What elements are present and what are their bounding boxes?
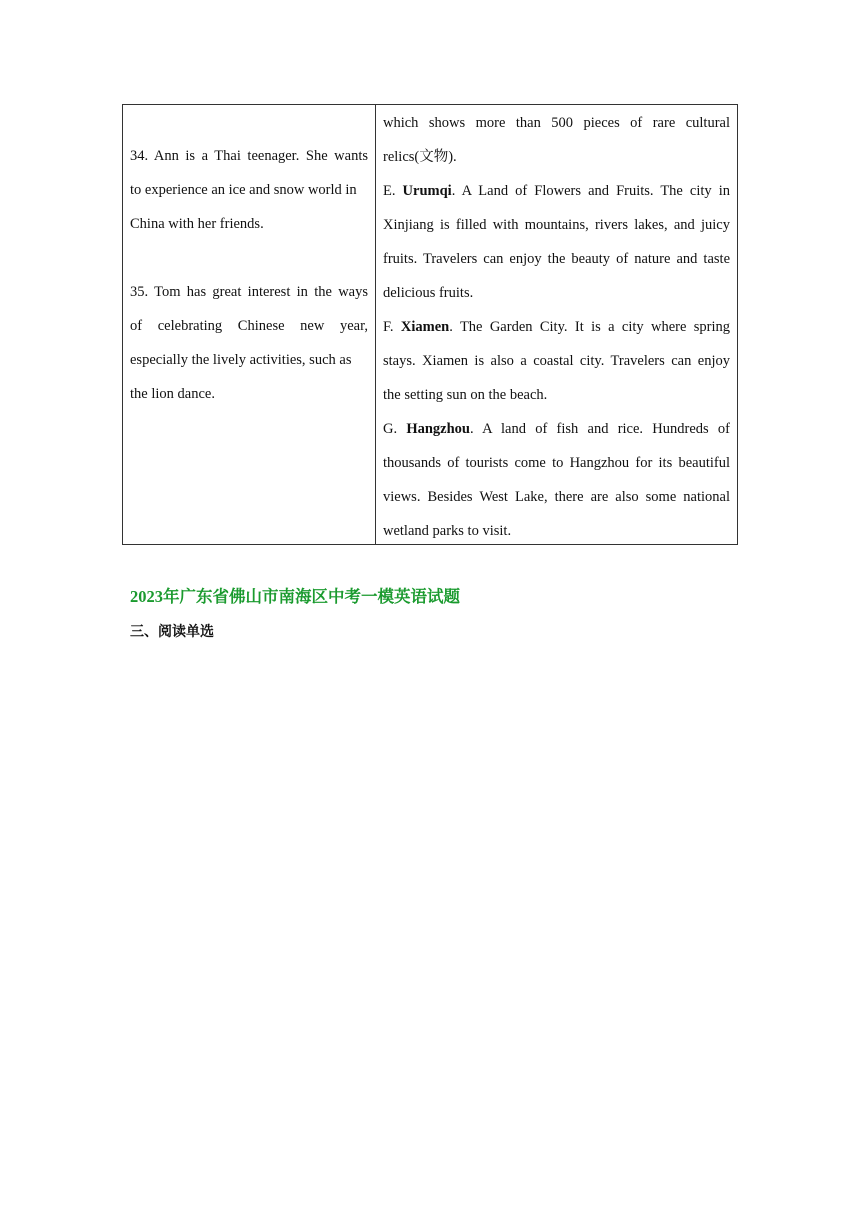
option-g-line: wetland parks to visit. [383,523,512,539]
option-g-line: views. Besides West Lake, there are also some national [383,489,730,505]
questions-column [123,105,376,544]
question-34-line: to experience an ice and snow world in [130,182,357,198]
option-e-line: delicious fruits. [383,285,474,301]
question-35 [130,275,368,411]
option-f-heading [383,310,730,344]
question-34-line: China with her friends. [130,216,264,232]
option-e-heading [383,174,730,208]
question-35-line: 35. Tom has great interest in the ways [130,284,368,300]
option-d-line: relics(文物). [383,149,457,165]
options-text [383,106,730,548]
section-title: 三、阅读单选 [130,624,214,640]
option-e-prefix: E. [383,183,403,199]
option-f-text: . The Garden City. It is a city where spring [449,319,731,335]
question-34 [130,139,368,241]
option-g-heading [383,412,730,446]
matching-table [122,104,738,545]
question-35-line: especially the lively activities, such as [130,352,352,368]
option-f-name: Xiamen [400,319,450,335]
question-34-line: 34. Ann is a Thai teenager. She wants [130,148,368,164]
option-g-prefix: G. [383,421,407,437]
option-g-line: thousands of tourists come to Hangzhou for its beautiful [383,455,730,471]
option-d-line: which shows more than 500 pieces of rare cultural [383,115,730,131]
option-f-prefix: F. [383,319,401,335]
option-e-text: . A Land of Flowers and Fruits. The city in [451,183,731,199]
option-e-line: Xinjiang is filled with mountains, rivers lakes, and juicy [383,217,730,233]
option-e-line: fruits. Travelers can enjoy the beauty of nature and taste [383,251,730,267]
exam-title: 2023年广东省佛山市南海区中考一模英语试题 [130,587,460,606]
option-e-name: Urumqi [402,183,452,199]
option-g-name: Hangzhou [406,421,471,437]
question-35-line: of celebrating Chinese new year, [130,318,368,334]
option-f-line: stays. Xiamen is also a coastal city. Travelers can enjoy [383,353,730,369]
options-column [376,105,737,544]
option-g-text: . A land of fish and rice. Hundreds of [470,421,730,437]
question-35-line: the lion dance. [130,386,215,402]
option-f-line: the setting sun on the beach. [383,387,548,403]
